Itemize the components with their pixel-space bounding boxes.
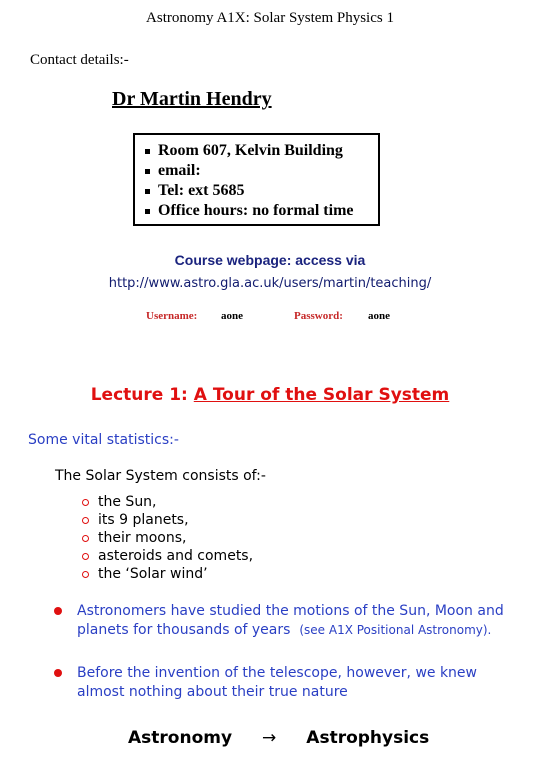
list-item: [82, 511, 253, 529]
contact-item-label: email:: [158, 162, 201, 179]
lecture-topic: A Tour of the Solar System: [193, 385, 450, 405]
list-item-label: their moons,: [98, 530, 187, 546]
bullet-main-text: Astronomers have studied the motions of the Sun, Moon and planets for thousands of years: [77, 603, 504, 638]
astrophysics-word: Astrophysics: [306, 728, 430, 748]
list-item-label: asteroids and comets,: [98, 548, 254, 564]
course-url-link[interactable]: http://www.astro.gla.ac.uk/users/martin/teaching/: [108, 276, 432, 291]
vital-statistics-heading: Some vital statistics:-: [28, 432, 179, 448]
solar-system-consists-label: The Solar System consists of:-: [55, 468, 266, 484]
red-dot-bullet-icon: [54, 607, 62, 615]
contact-item-label: Room 607, Kelvin Building: [158, 142, 343, 159]
ring-bullet-icon: [82, 499, 89, 506]
contact-item-tel: [145, 181, 378, 201]
contact-item-label: Tel: ext 5685: [158, 182, 245, 199]
ring-bullet-icon: [82, 517, 89, 524]
contact-info-list: [135, 135, 378, 221]
list-item: [82, 493, 253, 511]
astronomy-to-astrophysics: [128, 728, 429, 748]
square-bullet-icon: [145, 169, 150, 174]
solar-system-components-list: [82, 493, 253, 583]
contact-item-office-hours: [145, 201, 378, 221]
username-label: Username:: [146, 310, 198, 322]
lecturer-name: Dr Martin Hendry: [112, 88, 272, 110]
square-bullet-icon: [145, 149, 150, 154]
list-item-label: the Sun,: [98, 494, 157, 510]
page-header-title: Astronomy A1X: Solar System Physics 1: [146, 10, 394, 26]
list-item-label: the ‘Solar wind’: [98, 566, 208, 582]
ring-bullet-icon: [82, 535, 89, 542]
course-webpage-label: Course webpage: access via: [174, 252, 366, 268]
right-arrow-icon: →: [262, 728, 277, 748]
bullet-point-telescope: [54, 664, 514, 702]
bullet-point-astronomers: [54, 602, 514, 640]
password-label: Password:: [294, 310, 343, 322]
contact-item-email: [145, 161, 378, 181]
username-value: aone: [221, 310, 243, 322]
list-item: [82, 547, 253, 565]
contact-item-label: Office hours: no formal time: [158, 202, 354, 219]
ring-bullet-icon: [82, 553, 89, 560]
bullet-text: [77, 602, 514, 640]
contact-item-room: [145, 141, 378, 161]
password-value: aone: [368, 310, 390, 322]
contact-details-label: Contact details:-: [30, 52, 129, 68]
bullet-note: (see A1X Positional Astronomy).: [299, 623, 492, 637]
contact-info-box: [133, 133, 380, 226]
astronomy-word: Astronomy: [128, 728, 233, 748]
list-item-label: its 9 planets,: [98, 512, 189, 528]
list-item: [82, 565, 253, 583]
square-bullet-icon: [145, 189, 150, 194]
lecture-number: Lecture 1:: [90, 385, 194, 405]
bullet-text: Before the invention of the telescope, however, we knew almost nothing about their true nature: [77, 665, 477, 700]
square-bullet-icon: [145, 209, 150, 214]
ring-bullet-icon: [82, 571, 89, 578]
red-dot-bullet-icon: [54, 669, 62, 677]
list-item: [82, 529, 253, 547]
lecture-title: [0, 385, 540, 405]
